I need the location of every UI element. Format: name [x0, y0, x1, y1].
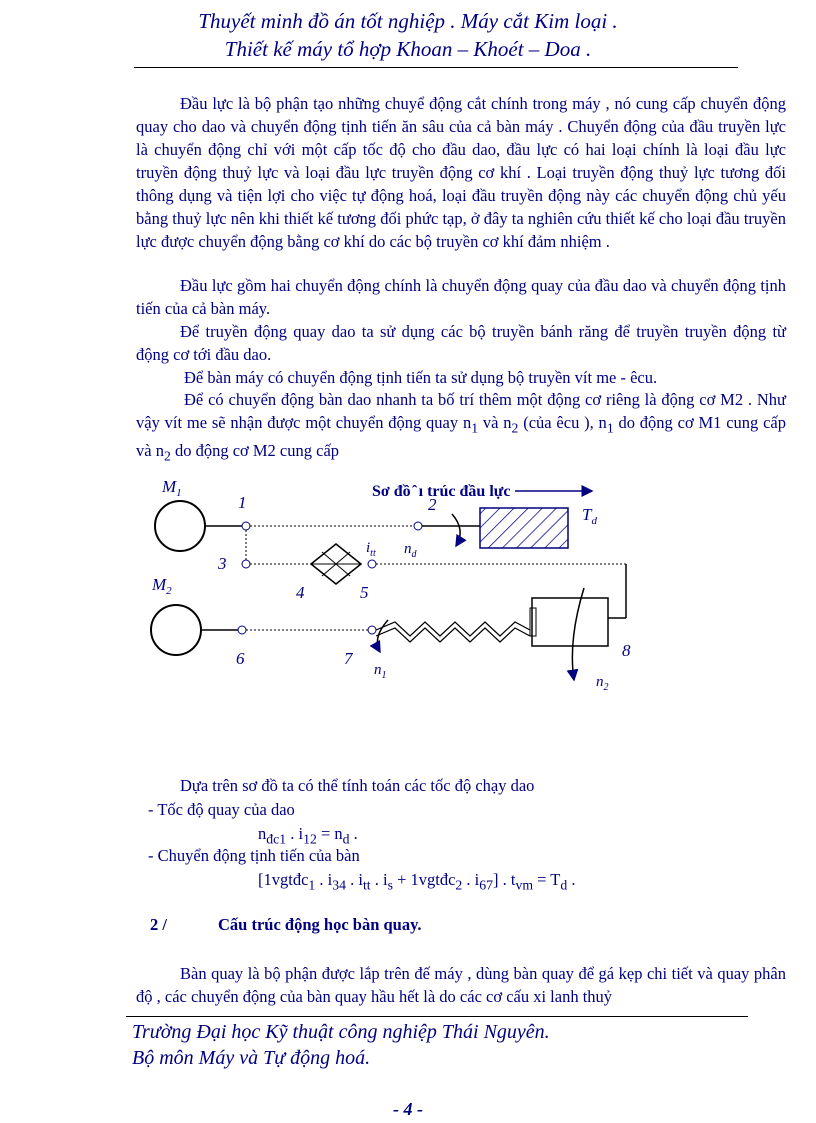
paragraph-two-motions: Đầu lực gồm hai chuyển động chính là chuyển động quay của đầu dao và chuyển động tịnh tiến của cả bàn máy.: [136, 276, 786, 318]
kinematic-diagram: [0, 470, 816, 730]
svg-text:8: 8: [622, 641, 631, 660]
paragraph-turntable: Bàn quay là bộ phận được lắp trên đế máy , dùng bàn quay để gá kẹp chi tiết và quay phân độ , các chuyển động của bàn quay hầu hết là do các cơ cấu xi lanh thuỷ: [136, 964, 786, 1006]
section-title: Cấu trúc động học bàn quay.: [218, 915, 422, 934]
motor-m2: [151, 605, 201, 655]
nut-box: [532, 598, 608, 646]
svg-text:n1: $n_1$: [374, 662, 387, 681]
calc-intro: Dựa trên sơ đồ ta có thể tính toán các tốc độ chạy dao: [180, 776, 535, 795]
svg-text:1: 1: [238, 493, 247, 512]
header-title-line2: Thiết kế máy tổ hợp Khoan – Khoét – Doa .: [224, 37, 592, 61]
header-title-line1: Thuyết minh đồ án tốt nghiệp . Máy cắt Kim loại .: [198, 9, 618, 33]
gear-node-1: [242, 522, 250, 530]
lead-screw: [376, 622, 530, 636]
motor-m1: [155, 501, 205, 551]
calc-item-rotation: - Tốc độ quay của dao: [148, 800, 295, 819]
svg-text:Td: $T_d$: [582, 505, 597, 527]
paragraph-translation: Để bàn máy có chuyển động tịnh tiến ta sử dụng bộ truyền vít me - êcu.: [184, 368, 658, 387]
svg-text:7: 7: [344, 649, 353, 668]
footer-rule: [126, 1016, 748, 1017]
gear-node-2: [414, 522, 422, 530]
calc-item-translation: - Chuyển động tịnh tiến của bàn: [148, 846, 360, 865]
formula-translation: [1vgtđc$_1$ . $i_{34}$ . $i_{tt}$ . $i_s$ + 1vgtđc$_2$ . $i_{67}$] . $t_{vm} = T_d$ .: [258, 870, 576, 893]
paragraph-intro: Đầu lực là bộ phận tạo những chuyể động cắt chính trong máy , nó cung cấp chuyển động quay cho dao và chuyển động tịnh tiến ăn sâu của cả bàn máy . Chuyển động của đầu truyền lực là chuyển động chỉ với một cấp tốc độ cho đầu dao, đầu lực có hai loại chính là loại đầu lực truyền động thuỷ lực và loại đầu lực truyền động cơ khí . Loại truyền động thuỷ lực tương đối thông dụng và tiện lợi cho việc tự động hoá, loại đầu truyền động này các chuyển động chủ yếu bằng thuỷ lực nên khi thiết kế tương đối phức tạp, ở đây ta nghiên cứu thiết kế cho loại đầu truyền lực được chuyển động bằng cơ khí do các bộ truyền cơ khí đảm nhiệm .: [136, 94, 786, 251]
svg-text:n2: $n_2$: [596, 674, 609, 693]
svg-text:3: 3: [218, 554, 227, 573]
svg-text:2: 2: [428, 495, 437, 514]
gear-node-3: [242, 560, 250, 568]
footer-department: Bộ môn Máy và Tự động hoá.: [132, 1047, 371, 1069]
section-number: 2 /: [150, 915, 167, 934]
diagram-title: Sơ đồ ̂ ı trúc đầu lực: [372, 483, 511, 500]
svg-text:M2: $M_2$: [152, 575, 172, 597]
gear-node-7: [368, 626, 376, 634]
svg-text:M1: $M_1$: [162, 477, 182, 499]
page-number: - 4 -: [393, 1099, 423, 1119]
formula-rotation: $n_{đc1}$ . $i_{12} = n_d$ .: [258, 824, 358, 847]
header-rule: [134, 67, 738, 68]
paragraph-motor-m2: Để có chuyển động bàn dao nhanh ta bố trí thêm một động cơ riêng là động cơ M2 . Như vậy vít me sẽ nhận được một chuyển động quay $n_1$ và $n_2$ (của êcu ), $n_1$ do động cơ M1 cung cấp và $n_2$ do động cơ M2 cung cấp: [136, 390, 786, 464]
svg-text:4: 4: [296, 583, 305, 602]
paragraph-rotation: Để truyền động quay dao ta sử dụng các bộ truyền bánh răng để truyền truyền động từ động cơ tới đầu dao.: [136, 322, 786, 364]
svg-text:6: 6: [236, 649, 245, 668]
gear-node-5: [368, 560, 376, 568]
gear-node-6: [238, 626, 246, 634]
footer-university: Trường Đại học Kỹ thuật công nghiệp Thái Nguyên.: [132, 1021, 550, 1043]
svg-text:nd: $n_d$: [404, 541, 417, 560]
svg-text:itt: $i_{tt}$: [366, 540, 376, 559]
spindle-head-box: [480, 508, 568, 548]
svg-text:5: 5: [360, 583, 369, 602]
